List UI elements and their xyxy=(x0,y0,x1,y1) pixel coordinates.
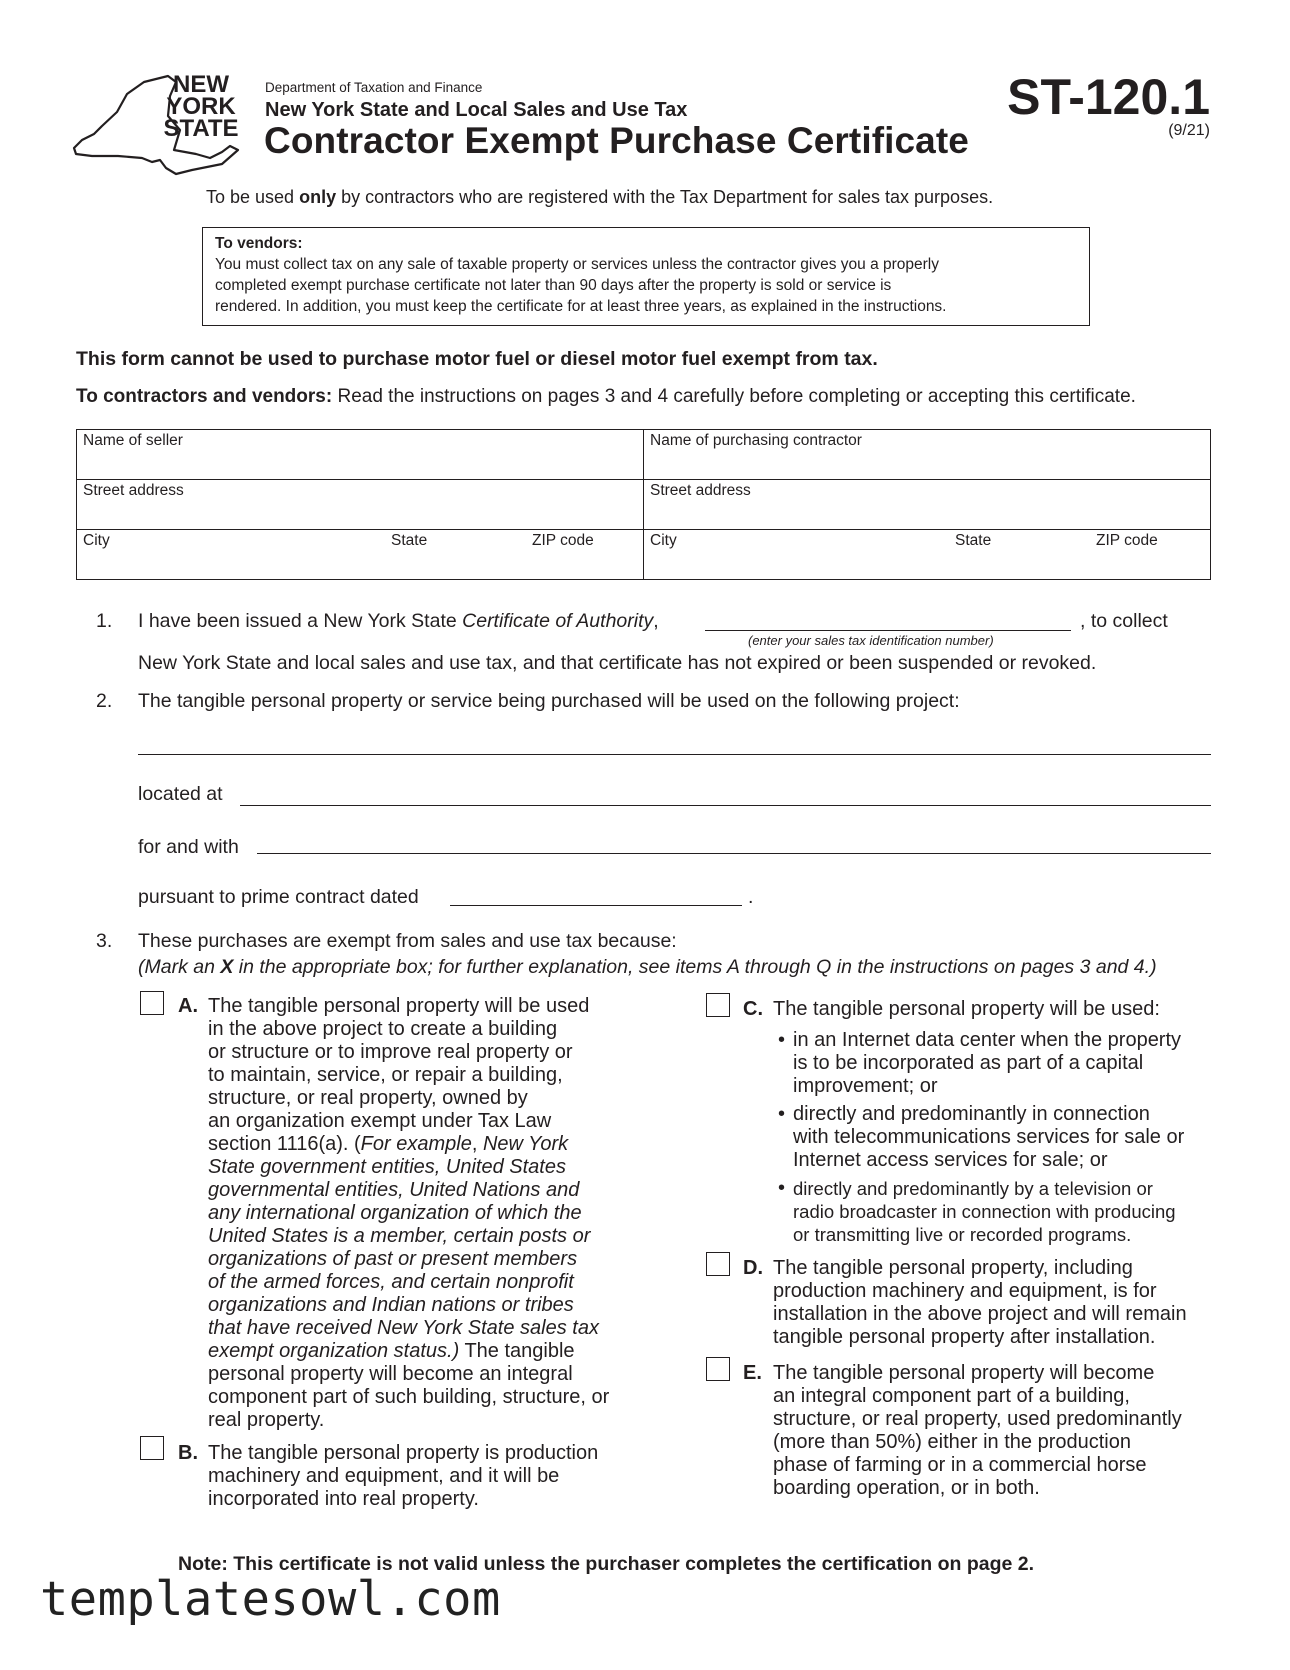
logo-word-new: NEW xyxy=(173,71,229,98)
contractor-street-field[interactable] xyxy=(644,480,1210,530)
option-c-bullet-2: directly and predominantly in connection with telecommunications services for sale or Internet access services for sale; or xyxy=(793,1103,1185,1171)
option-e-text: The tangible personal property will become an integral component part of a building, structure, or real property, used predominantly (more than 50%) either in the production phase of farming or in a commercial horse boarding operation, or in both. xyxy=(773,1362,1182,1499)
form-revision: (9/21) xyxy=(1168,122,1210,139)
item-2-number: 2. xyxy=(96,690,113,712)
checkbox-a[interactable] xyxy=(140,991,164,1015)
field-label: Name of seller xyxy=(83,432,183,449)
item-2-text: The tangible personal property or service being purchased will be used on the following project: xyxy=(138,690,960,712)
for-and-with-label: for and with xyxy=(138,836,239,858)
vendors-line: rendered. In addition, you must keep the certificate for at least three years, as explained in the instructions. xyxy=(215,298,947,315)
logo-word-state: STATE xyxy=(163,115,239,142)
address-grid xyxy=(76,429,1211,580)
item-3-number: 3. xyxy=(96,930,113,952)
state-label: State xyxy=(955,532,992,549)
form-title: Contractor Exempt Purchase Certificate xyxy=(264,120,969,161)
option-b-text: The tangible personal property is production machinery and equipment, and it will be incorporated into real property. xyxy=(208,1442,599,1510)
option-c-text: The tangible personal property will be used: xyxy=(773,998,1160,1020)
item-1-text-end: , to collect xyxy=(1080,610,1168,632)
vendors-notice-box xyxy=(202,227,1090,326)
option-d-letter: D. xyxy=(743,1257,763,1279)
field-label: Street address xyxy=(650,482,751,499)
field-label: Name of purchasing contractor xyxy=(650,432,862,449)
vendors-heading: To vendors: xyxy=(215,235,303,252)
checkbox-d[interactable] xyxy=(706,1252,730,1276)
state-label: State xyxy=(391,532,428,549)
contractor-name-field[interactable] xyxy=(644,430,1210,480)
bullet: • xyxy=(778,1103,786,1125)
bullet: • xyxy=(778,1029,786,1051)
sales-tax-id-input[interactable] xyxy=(705,630,1071,631)
prime-contract-label: pursuant to prime contract dated xyxy=(138,886,419,908)
located-at-label: located at xyxy=(138,783,223,805)
item-1-number: 1. xyxy=(96,610,113,632)
vendors-line: completed exempt purchase certificate not later than 90 days after the property is sold or service is xyxy=(215,277,892,294)
option-d-text: The tangible personal property, including production machinery and equipment, is for installation in the above project and will remain tangible personal property after installation. xyxy=(773,1257,1187,1348)
form-number: ST-120.1 xyxy=(1007,69,1210,125)
checkbox-e[interactable] xyxy=(706,1357,730,1381)
seller-street-field[interactable] xyxy=(77,480,644,530)
city-label: City xyxy=(83,532,110,549)
contractor-city-state-zip-field[interactable] xyxy=(644,530,1210,579)
project-description-input[interactable] xyxy=(138,754,1211,755)
seller-city-state-zip-field[interactable] xyxy=(77,530,644,579)
field-label: Street address xyxy=(83,482,184,499)
option-a-text: The tangible personal property will be used in the above project to create a building or structure or to improve real property or to maintain, service, or repair a building, structure, or real property, owned by an organization exempt under Tax Law section 1116(a). (For example, New York State government entities, United States governmental entities, United Nations and any international organization of which the United States is a member, certain posts or organizations of past or present members of the armed forces, and certain nonprofit organizations and Indian nations or tribes that have received New York State sales tax exempt organization status.) The tangible personal property will become an integral component part of such building, structure, or real property. xyxy=(208,995,610,1431)
checkbox-c[interactable] xyxy=(706,993,730,1017)
bullet: • xyxy=(778,1177,786,1199)
item-1-text-line2: New York State and local sales and use tax, and that certificate has not expired or been suspended or revoked. xyxy=(138,652,1097,674)
option-c-bullet-1: in an Internet data center when the property is to be incorporated as part of a capital improvement; or xyxy=(793,1029,1182,1097)
item-1-text: I have been issued a New York State Certificate of Authority, xyxy=(138,610,659,632)
sales-tax-id-hint: (enter your sales tax identification number) xyxy=(748,633,994,648)
prime-contract-date-input[interactable] xyxy=(450,905,742,906)
logo-word-york: YORK xyxy=(166,93,236,120)
project-owner-input[interactable] xyxy=(257,853,1211,854)
vendors-line: You must collect tax on any sale of taxable property or services unless the contractor gives you a properly xyxy=(215,256,939,273)
option-e-letter: E. xyxy=(743,1362,762,1384)
motor-fuel-warning: This form cannot be used to purchase motor fuel or diesel motor fuel exempt from tax. xyxy=(76,348,878,370)
validity-note: Note: This certificate is not valid unless the purchaser completes the certification on page 2. xyxy=(178,1553,1035,1575)
item-3-text: These purchases are exempt from sales and use tax because: xyxy=(138,930,677,952)
seller-name-field[interactable] xyxy=(77,430,644,480)
zip-label: ZIP code xyxy=(532,532,594,549)
period: . xyxy=(748,886,754,908)
zip-label: ZIP code xyxy=(1096,532,1158,549)
ny-state-logo xyxy=(72,72,247,180)
read-instructions-note: To contractors and vendors: Read the instructions on pages 3 and 4 carefully before completing or accepting this certificate. xyxy=(76,386,1136,407)
project-location-input[interactable] xyxy=(240,805,1211,806)
option-c-letter: C. xyxy=(743,998,763,1020)
option-c-bullet-3: directly and predominantly by a television or radio broadcaster in connection with producing or transmitting live or recorded programs. xyxy=(793,1178,1176,1245)
option-b-letter: B. xyxy=(178,1442,198,1464)
option-a-letter: A. xyxy=(178,995,198,1017)
usage-note: To be used only by contractors who are registered with the Tax Department for sales tax purposes. xyxy=(206,187,994,207)
department-name: Department of Taxation and Finance xyxy=(265,80,483,95)
form-subtitle: New York State and Local Sales and Use Tax xyxy=(265,99,688,121)
checkbox-b[interactable] xyxy=(140,1436,164,1460)
watermark: templatesowl.com xyxy=(40,1572,501,1627)
city-label: City xyxy=(650,532,677,549)
item-3-instructions: (Mark an X in the appropriate box; for further explanation, see items A through Q in the instructions on pages 3 and 4.) xyxy=(138,956,1157,978)
